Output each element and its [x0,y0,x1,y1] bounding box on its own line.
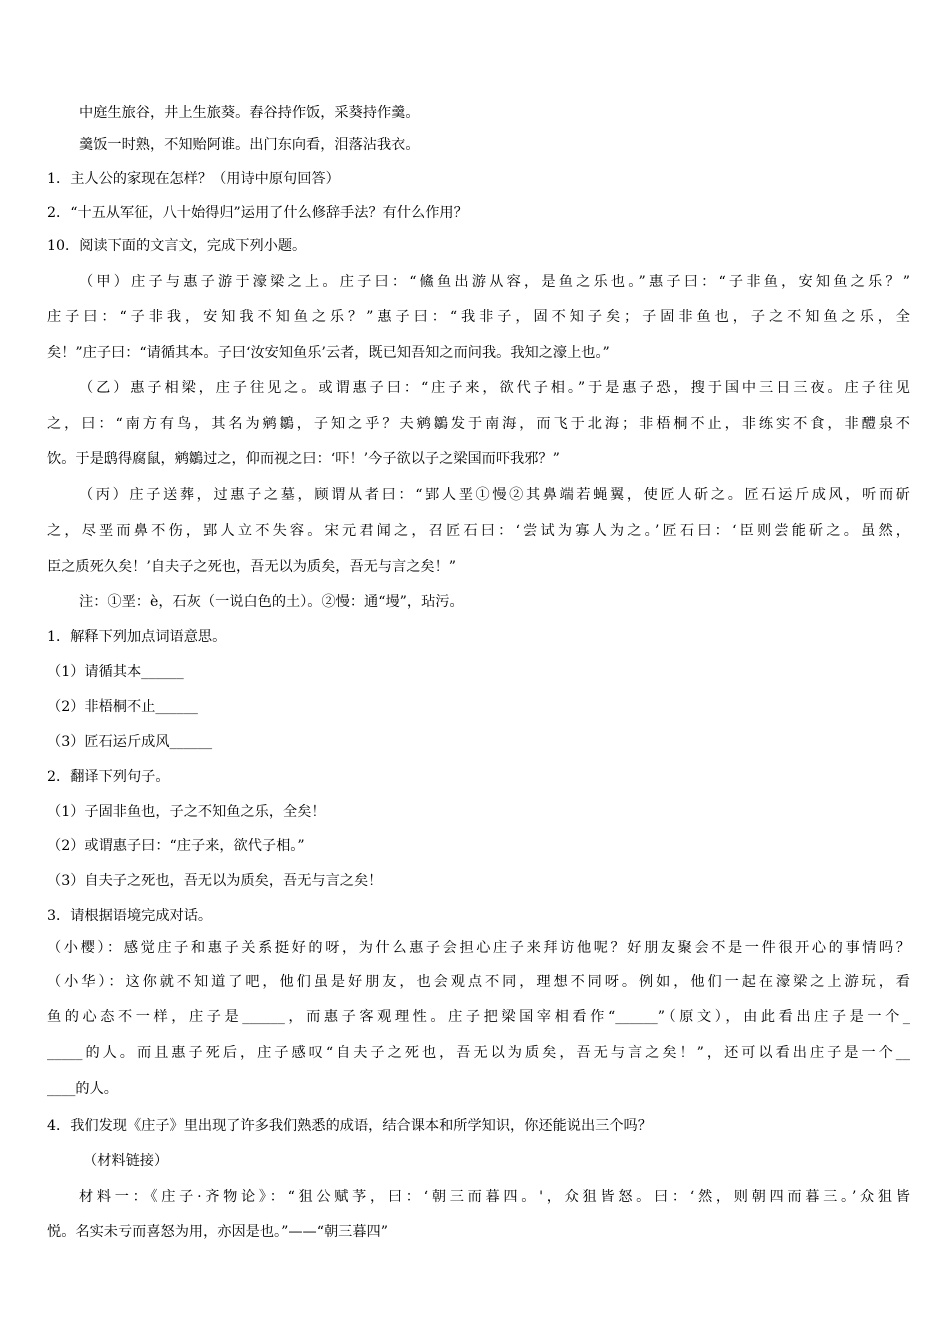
subquestion-2-item: （2）或谓惠子曰：“庄子来，欲代子相。” [47,838,305,854]
subquestion-1-title: 1．解释下列加点词语意思。 [47,629,227,645]
question-9-2: 2．“十五从军征，八十始得归”运用了什么修辞手法？有什么作用？ [47,205,468,221]
dialogue-line: （小华）：这你就不知道了吧，他们虽是好朋友，也会观点不同，理想不同呀。例如，他们一起在濠梁之上游玩，看 [47,974,910,990]
annotation-note: 注：①垩：è，石灰（一说白色的土）。②慢：通“墁”，玷污。 [79,594,464,610]
passage-a-line: 庄子曰：“子非我，安知我不知鱼之乐？”惠子曰：“我非子，固不知子矣；子固非鱼也，子之不知鱼之乐，全 [47,309,910,325]
subquestion-2-item: （3）自夫子之死也，吾无以为质矣，吾无与言之矣！ [47,873,383,889]
passage-b-line: 之，曰：“南方有鸟，其名为鹓鶵，子知之乎？夫鹓鶵发于南海，而飞于北海；非梧桐不止，非练实不食，非醴泉不 [47,416,910,432]
subquestion-2-item: （1）子固非鱼也，子之不知鱼之乐，全矣！ [47,804,326,820]
passage-b-line: 饮。于是鸱得腐鼠，鹓鶵过之，仰而视之曰：‘吓！’今子欲以子之梁国而吓我邪？” [47,451,560,467]
question-10-heading: 10．阅读下面的文言文，完成下列小题。 [47,238,307,254]
dialogue-line: （小樱）：感觉庄子和惠子关系挺好的呀，为什么惠子会担心庄子来拜访他呢？好朋友聚会不是一件很开心的事情吗？ [47,940,910,956]
material-line: 材料一：《庄子·齐物论》：“狙公赋芧，曰：‘朝三而暮四。'，众狙皆怒。曰：‘然，则朝四而暮三。’众狙皆 [79,1189,910,1205]
subquestion-2-title: 2．翻译下列句子。 [47,769,170,785]
dialogue-line: ____的人。 [47,1081,118,1097]
dialogue-line: 鱼的心态不一样，庄子是______，而惠子客观理性。庄子把梁国宰相看作“______”（原文），由此看出庄子是一个_ [47,1009,910,1025]
dialogue-line: _____的人。而且惠子死后，庄子感叹“自夫子之死也，吾无以为质矣，吾无与言之矣！”，还可以看出庄子是一个__ [47,1045,910,1061]
subquestion-1-item: （2）非梧桐不止______ [47,699,198,715]
subquestion-1-item: （1）请循其本______ [47,664,184,680]
subquestion-3-title: 3．请根据语境完成对话。 [47,908,213,924]
subquestion-1-item: （3）匠石运斤成风______ [47,734,213,750]
passage-c-line: 之，尽垩而鼻不伤，郢人立不失容。宋元君闻之，召匠石曰：‘尝试为寡人为之。’匠石曰：‘臣则尝能斫之。虽然， [47,523,910,539]
passage-c-line: （丙）庄子送葬，过惠子之墓，顾谓从者曰：“郢人垩①慢②其鼻端若蝇翼，使匠人斫之。匠石运斤成风，听而斫 [79,487,910,503]
passage-b-line: （乙）惠子相梁，庄子往见之。或谓惠子曰：“庄子来，欲代子相。”于是惠子恐，搜于国中三日三夜。庄子往见 [79,380,910,396]
passage-a-line: （甲）庄子与惠子游于濠梁之上。庄子曰：“鯈鱼出游从容，是鱼之乐也。”惠子曰：“子非鱼，安知鱼之乐？” [79,274,910,290]
poem-line-2: 羹饭一时熟，不知贻阿谁。出门东向看，泪落沾我衣。 [79,137,420,153]
question-9-1: 1．主人公的家现在怎样？（用诗中原句回答） [47,171,340,187]
poem-line-1: 中庭生旅谷，井上生旅葵。舂谷持作饭，采葵持作羹。 [79,105,420,121]
subquestion-4-title: 4．我们发现《庄子》里出现了许多我们熟悉的成语，结合课本和所学知识，你还能说出三个吗？ [47,1118,652,1134]
passage-c-line: 臣之质死久矣！’自夫子之死也，吾无以为质矣，吾无与言之矣！” [47,559,457,575]
passage-a-line: 矣！”庄子曰：“请循其本。子曰‘汝安知鱼乐’云者，既已知吾知之而问我。我知之濠上也。” [47,345,610,361]
material-line: 悦。名实未亏而喜怒为用，亦因是也。”——“朝三暮四” [47,1224,388,1240]
material-link-label: （材料链接） [83,1153,169,1169]
